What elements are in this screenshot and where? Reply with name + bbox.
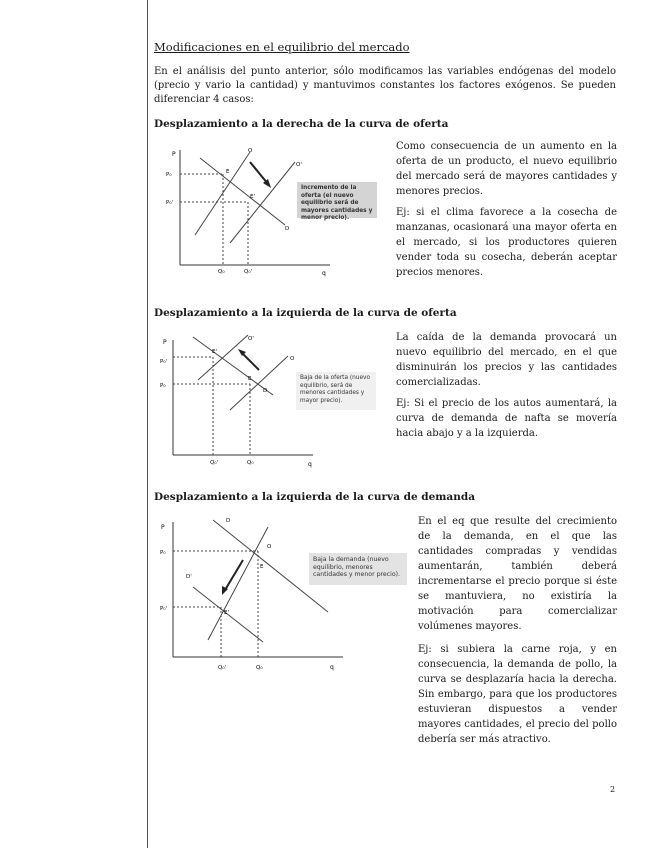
case1-text-block: [396, 139, 617, 286]
case1-annotation-box: Incremento de la oferta (el nuevo equilibrio será de mayores cantidades y menor precio).: [297, 182, 377, 218]
case3-price-p0: P₀: [160, 550, 166, 556]
case2-description: La caída de la demanda provocará un nuevo equilibrio del mercado, en el que disminuirán los precios y las cantidades comercializadas.: [396, 332, 617, 388]
case3-label-e: E: [260, 564, 264, 570]
page-margin-line: [147, 0, 148, 848]
case1-label-ob: O': [296, 162, 302, 168]
page-number: 2: [610, 785, 616, 794]
case1-qty-q0b: Q₀': [244, 269, 253, 275]
case1-qty-q0: Q₀: [218, 269, 225, 275]
case2-price-p0: P₀: [160, 383, 166, 389]
case2-label-d: D: [263, 388, 268, 394]
case1-heading: Desplazamiento a la derecha de la curva de oferta: [154, 118, 449, 130]
case2-price-p0b: P₀': [160, 359, 168, 365]
case2-label-o: O: [290, 356, 295, 362]
case2-label-ob: O': [248, 336, 254, 342]
case1-example: Ej: si el clima favorece a la cosecha de manzanas, ocasionará una mayor oferta en el mercado, si los productores quieren vender toda su cosecha, deberán aceptar precios menores.: [396, 207, 617, 278]
case2-axis-p: P: [163, 339, 167, 346]
case3-description: En el eq que resulte del crecimiento de la demanda, en el que las cantidades compradas y vendidas aumentarán, también deberá incrementarse el precio porque si éste se mantuviera, no existiría la motivación para comercializar volúmenes mayores.: [418, 516, 617, 632]
case1-axis-q: q: [322, 270, 326, 277]
case3-supply-curve: [208, 527, 268, 640]
case2-heading: Desplazamiento a la izquierda de la curva de oferta: [154, 307, 457, 319]
case1-demand-curve: [200, 158, 285, 225]
case1-description: Como consecuencia de un aumento en la oferta de un producto, el nuevo equilibrio del mercado será de mayores cantidades y menores precios.: [396, 141, 617, 197]
case3-axis-p: P: [161, 524, 165, 531]
case2-qty-q0b: Q₀': [210, 460, 219, 466]
case1-label-eb: E': [250, 194, 255, 200]
case3-qty-q0: Q₀: [256, 665, 263, 671]
case3-label-d: D: [226, 518, 231, 524]
case3-example: Ej: si subiera la carne roja, y en consecuencia, la demanda de pollo, la curva se desplazaría hacia la derecha. Sin embargo, para que los productores estuvieran dispuestos a vender mayores cantidades, el precio del pollo debería ser más atractivo.: [418, 644, 617, 745]
case3-label-o: O: [267, 544, 272, 550]
case3-graph: [158, 512, 398, 682]
case2-annotation-box: Baja de la oferta (nuevo equilibrio, será de menores cantidades y mayor precio).: [296, 372, 376, 410]
case1-label-e: E: [226, 169, 230, 175]
case2-example: Ej: Si el precio de los autos aumentará, la curva de demanda de nafta se movería hacia abajo y a la izquierda.: [396, 398, 617, 439]
case1-label-o: O: [248, 148, 253, 154]
case1-price-p0b: P₀': [166, 200, 174, 206]
case3-heading: Desplazamiento a la izquierda de la curva de demanda: [154, 491, 475, 503]
case3-price-p0b: P₀': [160, 606, 168, 612]
case2-qty-q0: Q₀: [247, 460, 254, 466]
case3-axis-q: q: [330, 664, 334, 671]
case1-axis-p: P: [172, 151, 176, 158]
case2-supply-curve: [230, 356, 288, 410]
case3-annotation-box: Baja la demanda (nuevo equilibrio, menores cantidades y menor precio).: [309, 553, 407, 585]
case1-price-p0: P₀: [166, 172, 172, 178]
case1-label-d: D: [285, 226, 290, 232]
case2-demand-curve: [193, 337, 273, 395]
intro-paragraph: En el análisis del punto anterior, sólo modificamos las variables endógenas del modelo (precio y vario la cantidad) y mantuvimos constantes los factores exógenos. Se pueden diferenciar 4 casos:: [154, 66, 616, 105]
case3-label-db: D': [186, 574, 192, 580]
case3-text-block: [418, 514, 617, 753]
case3-label-eb: E': [224, 610, 229, 616]
case2-axis-q: q: [308, 461, 312, 468]
case2-label-e: E: [248, 376, 252, 382]
section-title: Modificaciones en el equilibrio del mercado: [154, 40, 410, 54]
case3-qty-q0b: Q₀': [218, 665, 227, 671]
case2-label-eb: E': [212, 349, 217, 355]
case2-text-block: [396, 330, 617, 447]
